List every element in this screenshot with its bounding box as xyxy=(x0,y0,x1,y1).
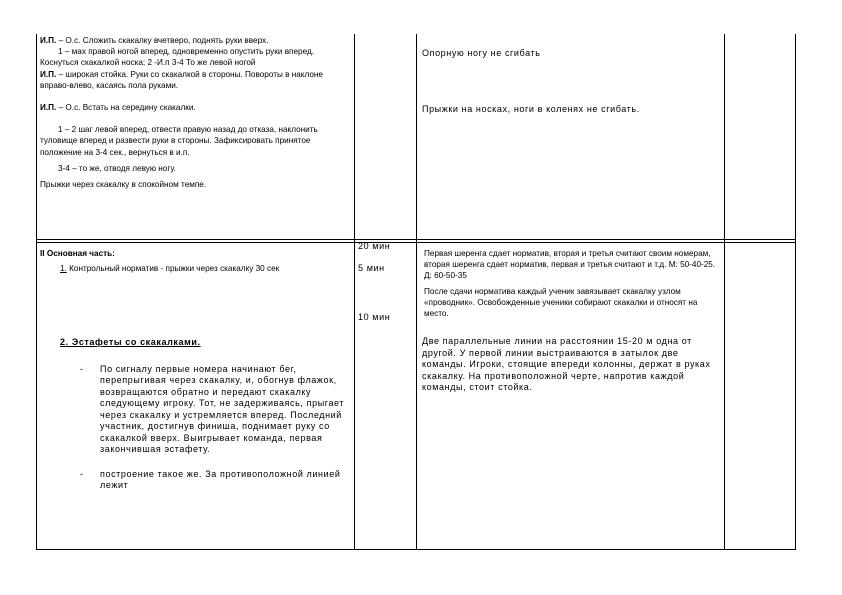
column-divider-3 xyxy=(724,34,725,550)
table-border-bottom xyxy=(36,549,796,550)
item-2 xyxy=(40,337,352,349)
item-1-number: 1. xyxy=(60,264,67,274)
time-item-1: 5 мин xyxy=(358,262,385,273)
row-divider-double xyxy=(36,242,796,243)
after-norm: После сдачи норматива каждый ученик завязывает скакалку узлом «проводник». Освобожденные ученики собирают скакалки и относят на место. xyxy=(424,286,698,319)
column-divider-1 xyxy=(354,34,355,550)
relay-setup-text: Две параллельные линии на расстоянии 15-20 м одна от другой. У первой линии выстраиваются в затылок две команды. Игроки, стоящие впереди колонны, держат в руках скакалку. На противоположной черте, напротив каждой команды, стоит стойка. xyxy=(422,336,711,392)
item-2-number: 2. xyxy=(60,337,69,347)
exercise-jumps: Прыжки через скакалку в спокойном темпе. xyxy=(40,180,207,190)
list-bullet: - xyxy=(80,363,84,374)
exercise-2 xyxy=(40,69,350,91)
relay-rule-2 xyxy=(40,469,352,492)
guidelines-cell xyxy=(422,48,720,115)
list-bullet: - xyxy=(80,468,84,479)
relay-section xyxy=(40,337,352,492)
main-guidelines-cell xyxy=(424,248,720,319)
time-main-part: 20 мин xyxy=(358,241,391,251)
item-1-text: Контрольный норматив - прыжки через скакалку 30 сек xyxy=(66,264,280,274)
exercise-1-steps: 1 – мах правой ногой вперед, одновременно опустить руки вперед. Коснуться скакалкой носка; 2 -И.п 3-4 То же левой ногой xyxy=(40,47,315,68)
row-divider xyxy=(36,239,796,240)
ip-label: И.П. xyxy=(40,103,57,113)
time-cell xyxy=(358,241,414,324)
table-border-right xyxy=(795,34,796,550)
norm-procedure: Первая шеренга сдает норматив, вторая и третья считают своим номерам, вторая шеренга сдает норматив, первая и третья считают и т.д. М: 50-40-25. Д: 60-50-35 xyxy=(424,249,716,281)
ip-text: – О.с. Сложить скакалку вчетверо, поднять руки вверх. xyxy=(56,36,269,45)
lesson-plan-table xyxy=(36,34,796,550)
column-divider-2 xyxy=(416,34,417,550)
ip-text: – широкая стойка. Руки со скакалкой в стороны. Повороты в наклоне вправо-влево, касаясь пола руками. xyxy=(40,69,323,90)
relay-rule-2-text: построение такое же. За противоположной линией лежит xyxy=(100,468,341,490)
time-item-2: 10 мин xyxy=(358,312,391,322)
item-2-text: Эстафеты со скакалками. xyxy=(68,337,201,347)
relay-rule-1-text: По сигналу первые номера начинают бег, перепрыгивая через скакалку, и, обогнув флажок, возвращаются обратно и передают скакалку следующему игроку. Тот, не задерживаясь, прыгает через скакалку и устремляется вперед. Последний участник, достигнув финиша, поднимает руку со скакалкой вверх. Выигрывает команда, первая закончившая эстафету. xyxy=(100,363,345,454)
main-part-cell xyxy=(40,248,350,274)
exercise-1 xyxy=(40,35,350,46)
ip-label: И.П. xyxy=(40,36,57,45)
guideline-1: Опорную ногу не сгибать xyxy=(422,48,541,58)
ip-text: – О.с. Встать на середину скакалки. xyxy=(56,103,196,113)
relay-setup xyxy=(422,336,722,394)
guideline-2: Прыжки на носках, ноги в коленях не сгибать. xyxy=(422,103,640,114)
exercise-3-return: 3-4 – то же, отводя левую ногу. xyxy=(58,163,176,173)
table-border-left xyxy=(36,34,37,550)
exercise-3 xyxy=(40,102,350,113)
exercise-3-steps: 1 – 2 шаг левой вперед, отвести правую назад до отказа, наклонить туловище вперед и развести руки в стороны. Зафиксировать принятое положение на 3-4 сек., вернуться в и.п. xyxy=(40,125,318,157)
item-1 xyxy=(40,263,350,274)
relay-rule-1 xyxy=(40,364,352,456)
section-title: II Основная часть: xyxy=(40,249,115,258)
exercise-description-cell xyxy=(40,35,350,190)
ip-label: И.П. xyxy=(40,69,57,79)
